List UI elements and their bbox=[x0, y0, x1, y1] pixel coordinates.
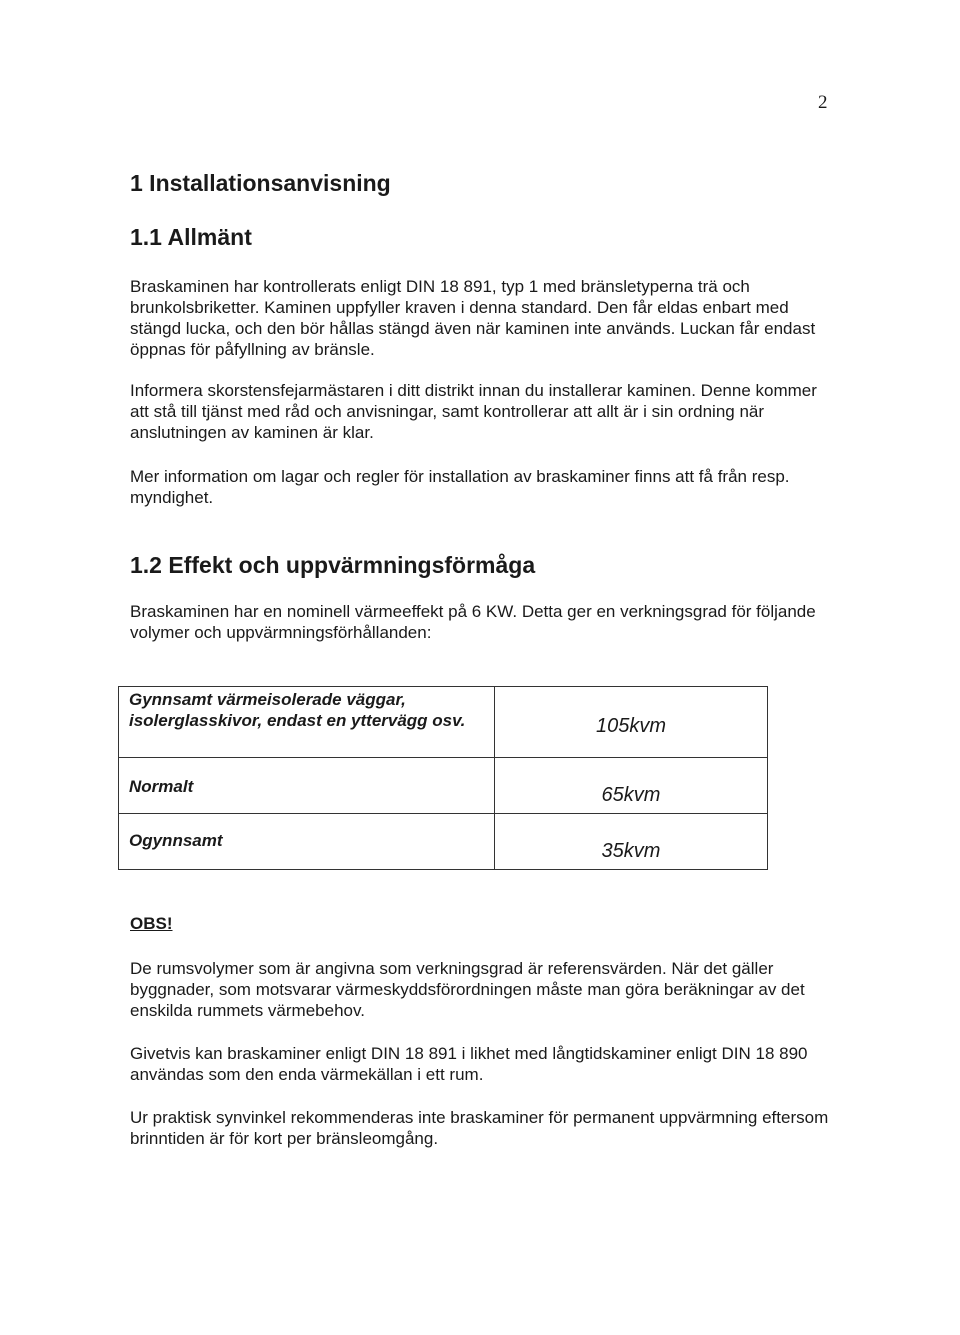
table-cell-volume: 65kvm bbox=[495, 758, 768, 814]
table-cell-condition: Ogynnsamt bbox=[119, 814, 495, 870]
table-cell-condition: Gynnsamt värmeisolerade väggar, isolerglasskivor, endast en yttervägg osv. bbox=[119, 687, 495, 758]
table-row bbox=[119, 758, 768, 814]
paragraph-reference-values: De rumsvolymer som är angivna som verkningsgrad är referensvärden. När det gäller byggnader, som motsvarar värmeskyddsförordningen måste man göra beräkningar av det enskilda rummets värmebehov. bbox=[130, 959, 805, 1020]
paragraph-recommendation: Ur praktisk synvinkel rekommenderas inte braskaminer för permanent uppvärmning eftersom brinntiden är för kort per bränsleomgång. bbox=[130, 1108, 829, 1148]
paragraph-sole-heat-source: Givetvis kan braskaminer enligt DIN 18 891 i likhet med långtidskaminer enligt DIN 18 890 användas som den enda värmekällan i ett rum. bbox=[130, 1044, 808, 1084]
table-cell-condition: Normalt bbox=[119, 758, 495, 814]
table-cell-volume: 35kvm bbox=[495, 814, 768, 870]
subsection-title-effekt: 1.2 Effekt och uppvärmningsförmåga bbox=[130, 552, 536, 578]
table-row bbox=[119, 687, 768, 758]
subsection-title-allmant: 1.1 Allmänt bbox=[130, 224, 252, 250]
paragraph-chimney-sweep: Informera skorstensfejarmästaren i ditt distrikt innan du installerar kaminen. Denne kommer att stå till tjänst med råd och anvisningar, samt kontrollerar att allt är i sin ordning när anslutningen av kaminen är klar. bbox=[130, 381, 817, 442]
paragraph-regulations: Mer information om lagar och regler för installation av braskaminer finns att få från resp. myndighet. bbox=[130, 467, 790, 507]
paragraph-nominal-output: Braskaminen har en nominell värmeeffekt på 6 KW. Detta ger en verkningsgrad för följande volymer och uppvärmningsförhållanden: bbox=[130, 602, 816, 642]
section-title: 1 Installationsanvisning bbox=[130, 170, 391, 196]
table-row bbox=[119, 814, 768, 870]
page-number: 2 bbox=[818, 92, 828, 113]
heating-capacity-table bbox=[118, 686, 768, 870]
table-cell-volume: 105kvm bbox=[495, 687, 768, 758]
paragraph-certification: Braskaminen har kontrollerats enligt DIN 18 891, typ 1 med bränsletyperna trä och brunkolsbriketter. Kaminen uppfyller kraven i denna standard. Den får eldas enbart med stängd lucka, och den bör hållas stängd även när kaminen inte används. Luckan får endast öppnas för påfyllning av bränsle. bbox=[130, 277, 816, 359]
obs-label: OBS! bbox=[130, 914, 173, 933]
